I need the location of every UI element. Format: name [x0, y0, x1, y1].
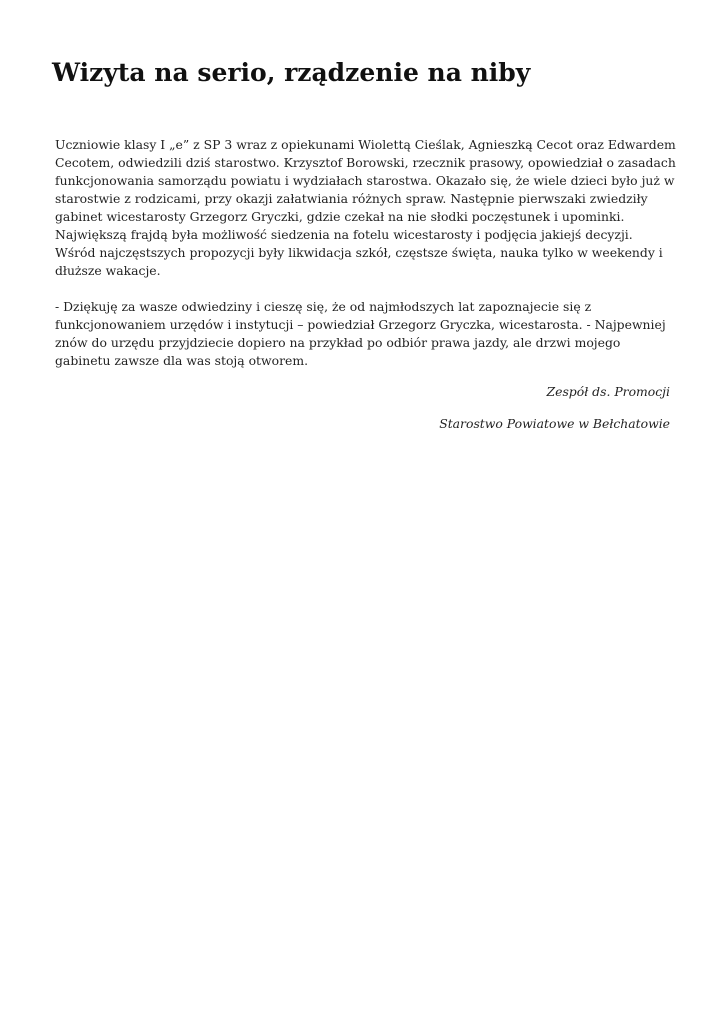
article-title: Wizyta na serio, rządzenie na niby — [52, 58, 531, 87]
article-body — [55, 136, 677, 388]
article-paragraph-2: - Dziękuję za wasze odwiedziny i cieszę się, że od najmłodszych lat zapoznajecie się z funkcjonowaniem urzędów i instytucji – powiedział Grzegorz Gryczka, wicestarosta. - Najpewniej znów do urzędu przyjdziecie dopiero na przykład po odbiór prawa jazdy, ale drzwi mojego gabinetu zawsze dla was stoją otworem. — [55, 299, 666, 368]
signature-office: Starostwo Powiatowe w Bełchatowie — [439, 416, 670, 431]
article-paragraph-1: Uczniowie klasy I „e” z SP 3 wraz z opiekunami Wiolettą Cieślak, Agnieszką Cecot oraz Edwardem Cecotem, odwiedzili dziś starostwo. Krzysztof Borowski, rzecznik prasowy, opowiedział o zasadach funkcjonowania samorządu powiatu i wydziałach starostwa. Okazało się, że wiele dzieci było już w starostwie z rodzicami, przy okazji załatwiania różnych spraw. Następnie pierwszaki zwiedziły gabinet wicestarosty Grzegorz Gryczki, gdzie czekał na nie słodki poczęstunek i upominki. Największą frajdą była możliwość siedzenia na fotelu wicestarosty i podjęcia jakiejś decyzji. Wśród najczęstszych propozycji były likwidacja szkół, częstsze święta, nauka tylko w weekendy i dłuższe wakacje. — [55, 137, 676, 278]
signature-team: Zespół ds. Promocji — [546, 384, 670, 399]
